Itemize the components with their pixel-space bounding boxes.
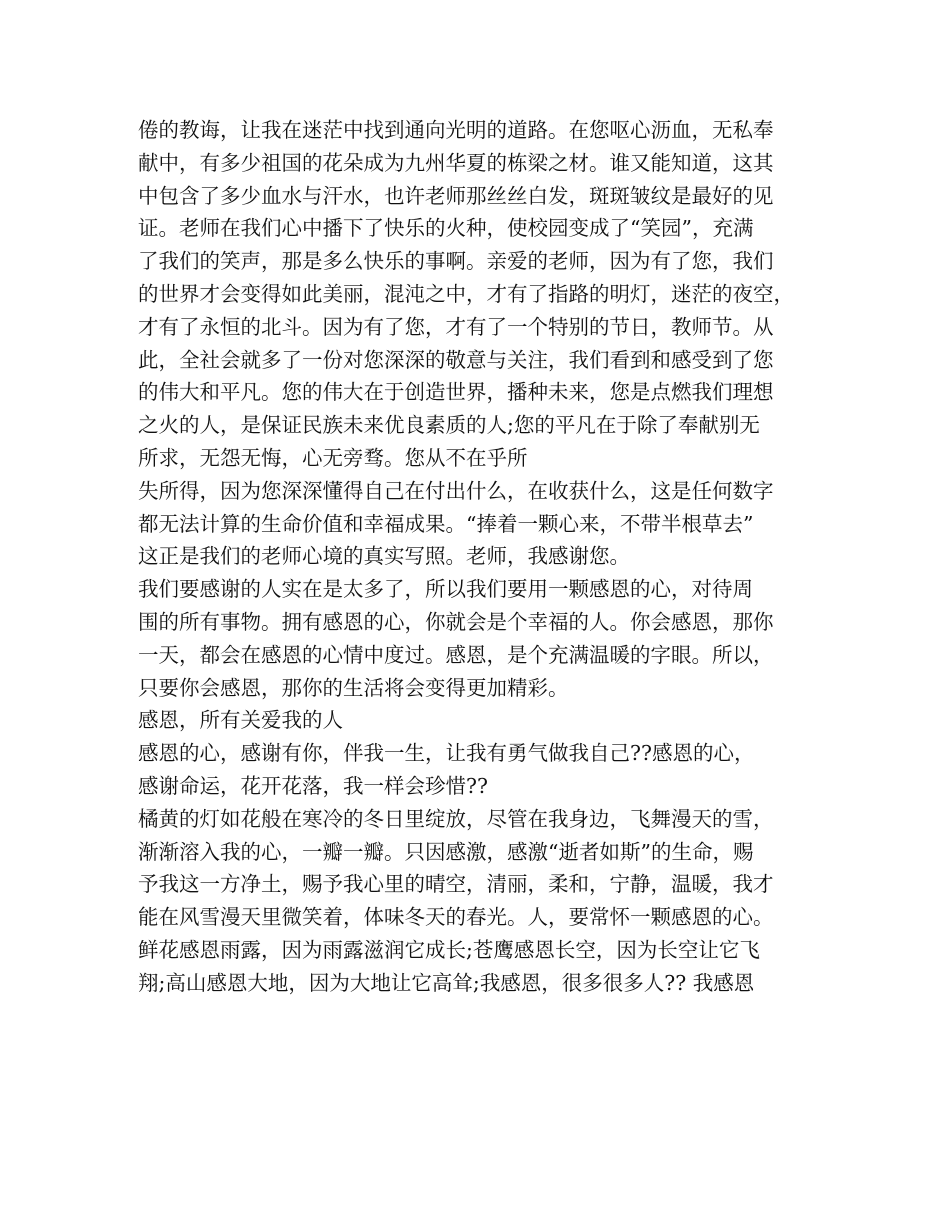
text-line: 橘黄的灯如花般在寒冷的冬日里绽放，尽管在我身边，飞舞漫天的雪， — [138, 806, 774, 831]
text-line: 这正是我们的老师心境的真实写照。老师，我感谢您。 — [138, 544, 630, 569]
text-line: 鲜花感恩雨露，因为雨露滋润它成长;苍鹰感恩长空，因为长空让它飞 — [138, 937, 760, 962]
text-line: 此，全社会就多了一份对您深深的敬意与关注，我们看到和感受到了您 — [138, 347, 774, 372]
text-line: 证。老师在我们心中播下了快乐的火种，使校园变成了“笑园”，充满 — [138, 216, 754, 241]
text-line: 感恩的心，感谢有你，伴我一生，让我有勇气做我自己??感恩的心， — [138, 741, 755, 766]
text-line: 所求，无怨无悔，心无旁骛。您从不在乎所 — [138, 445, 528, 470]
text-line: 能在风雪漫天里微笑着，体味冬天的春光。人，要常怀一颗感恩的心。 — [138, 905, 774, 930]
text-line: 予我这一方净土，赐予我心里的晴空，清丽，柔和，宁静，温暖，我才 — [138, 872, 774, 897]
text-line: 围的所有事物。拥有感恩的心，你就会是个幸福的人。你会感恩，那你 — [138, 609, 774, 634]
text-line: 中包含了多少血水与汗水，也许老师那丝丝白发，斑斑皱纹是最好的见 — [138, 183, 774, 208]
text-line: 献中，有多少祖国的花朵成为九州华夏的栋梁之材。谁又能知道，这其 — [138, 150, 774, 175]
text-line: 的伟大和平凡。您的伟大在于创造世界，播种未来，您是点燃我们理想 — [138, 380, 774, 405]
text-line: 失所得，因为您深深懂得自己在付出什么，在收获什么，这是任何数字 — [138, 478, 774, 503]
section-heading: 感恩，所有关爱我的人 — [138, 708, 343, 733]
text-line: 我们要感谢的人实在是太多了，所以我们要用一颗感恩的心，对待周 — [138, 577, 753, 602]
text-line: 了我们的笑声，那是多么快乐的事啊。亲爱的老师，因为有了您，我们 — [138, 249, 774, 274]
body-text — [138, 114, 828, 1000]
text-line: 翔;高山感恩大地，因为大地让它高耸;我感恩，很多很多人?? 我感恩 — [138, 970, 755, 995]
text-line: 一天，都会在感恩的心情中度过。感恩，是个充满温暖的字眼。所以， — [138, 642, 774, 667]
text-line: 都无法计算的生命价值和幸福成果。“捧着一颗心来，不带半根草去” — [138, 511, 754, 536]
text-line: 之火的人，是保证民族未来优良素质的人;您的平凡在于除了奉献别无 — [138, 413, 760, 438]
text-line: 感谢命运，花开花落，我一样会珍惜?? — [138, 773, 488, 798]
text-line: 渐渐溶入我的心，一瓣一瓣。只因感激，感激“逝者如斯”的生命，赐 — [138, 839, 754, 864]
text-line: 的世界才会变得如此美丽，混沌之中，才有了指路的明灯，迷茫的夜空， — [138, 281, 794, 306]
text-line: 倦的教诲，让我在迷茫中找到通向光明的道路。在您呕心沥血，无私奉 — [138, 118, 774, 142]
text-line: 只要你会感恩，那你的生活将会变得更加精彩。 — [138, 675, 569, 700]
text-line: 才有了永恒的北斗。因为有了您，才有了一个特别的节日，教师节。从 — [138, 314, 774, 339]
